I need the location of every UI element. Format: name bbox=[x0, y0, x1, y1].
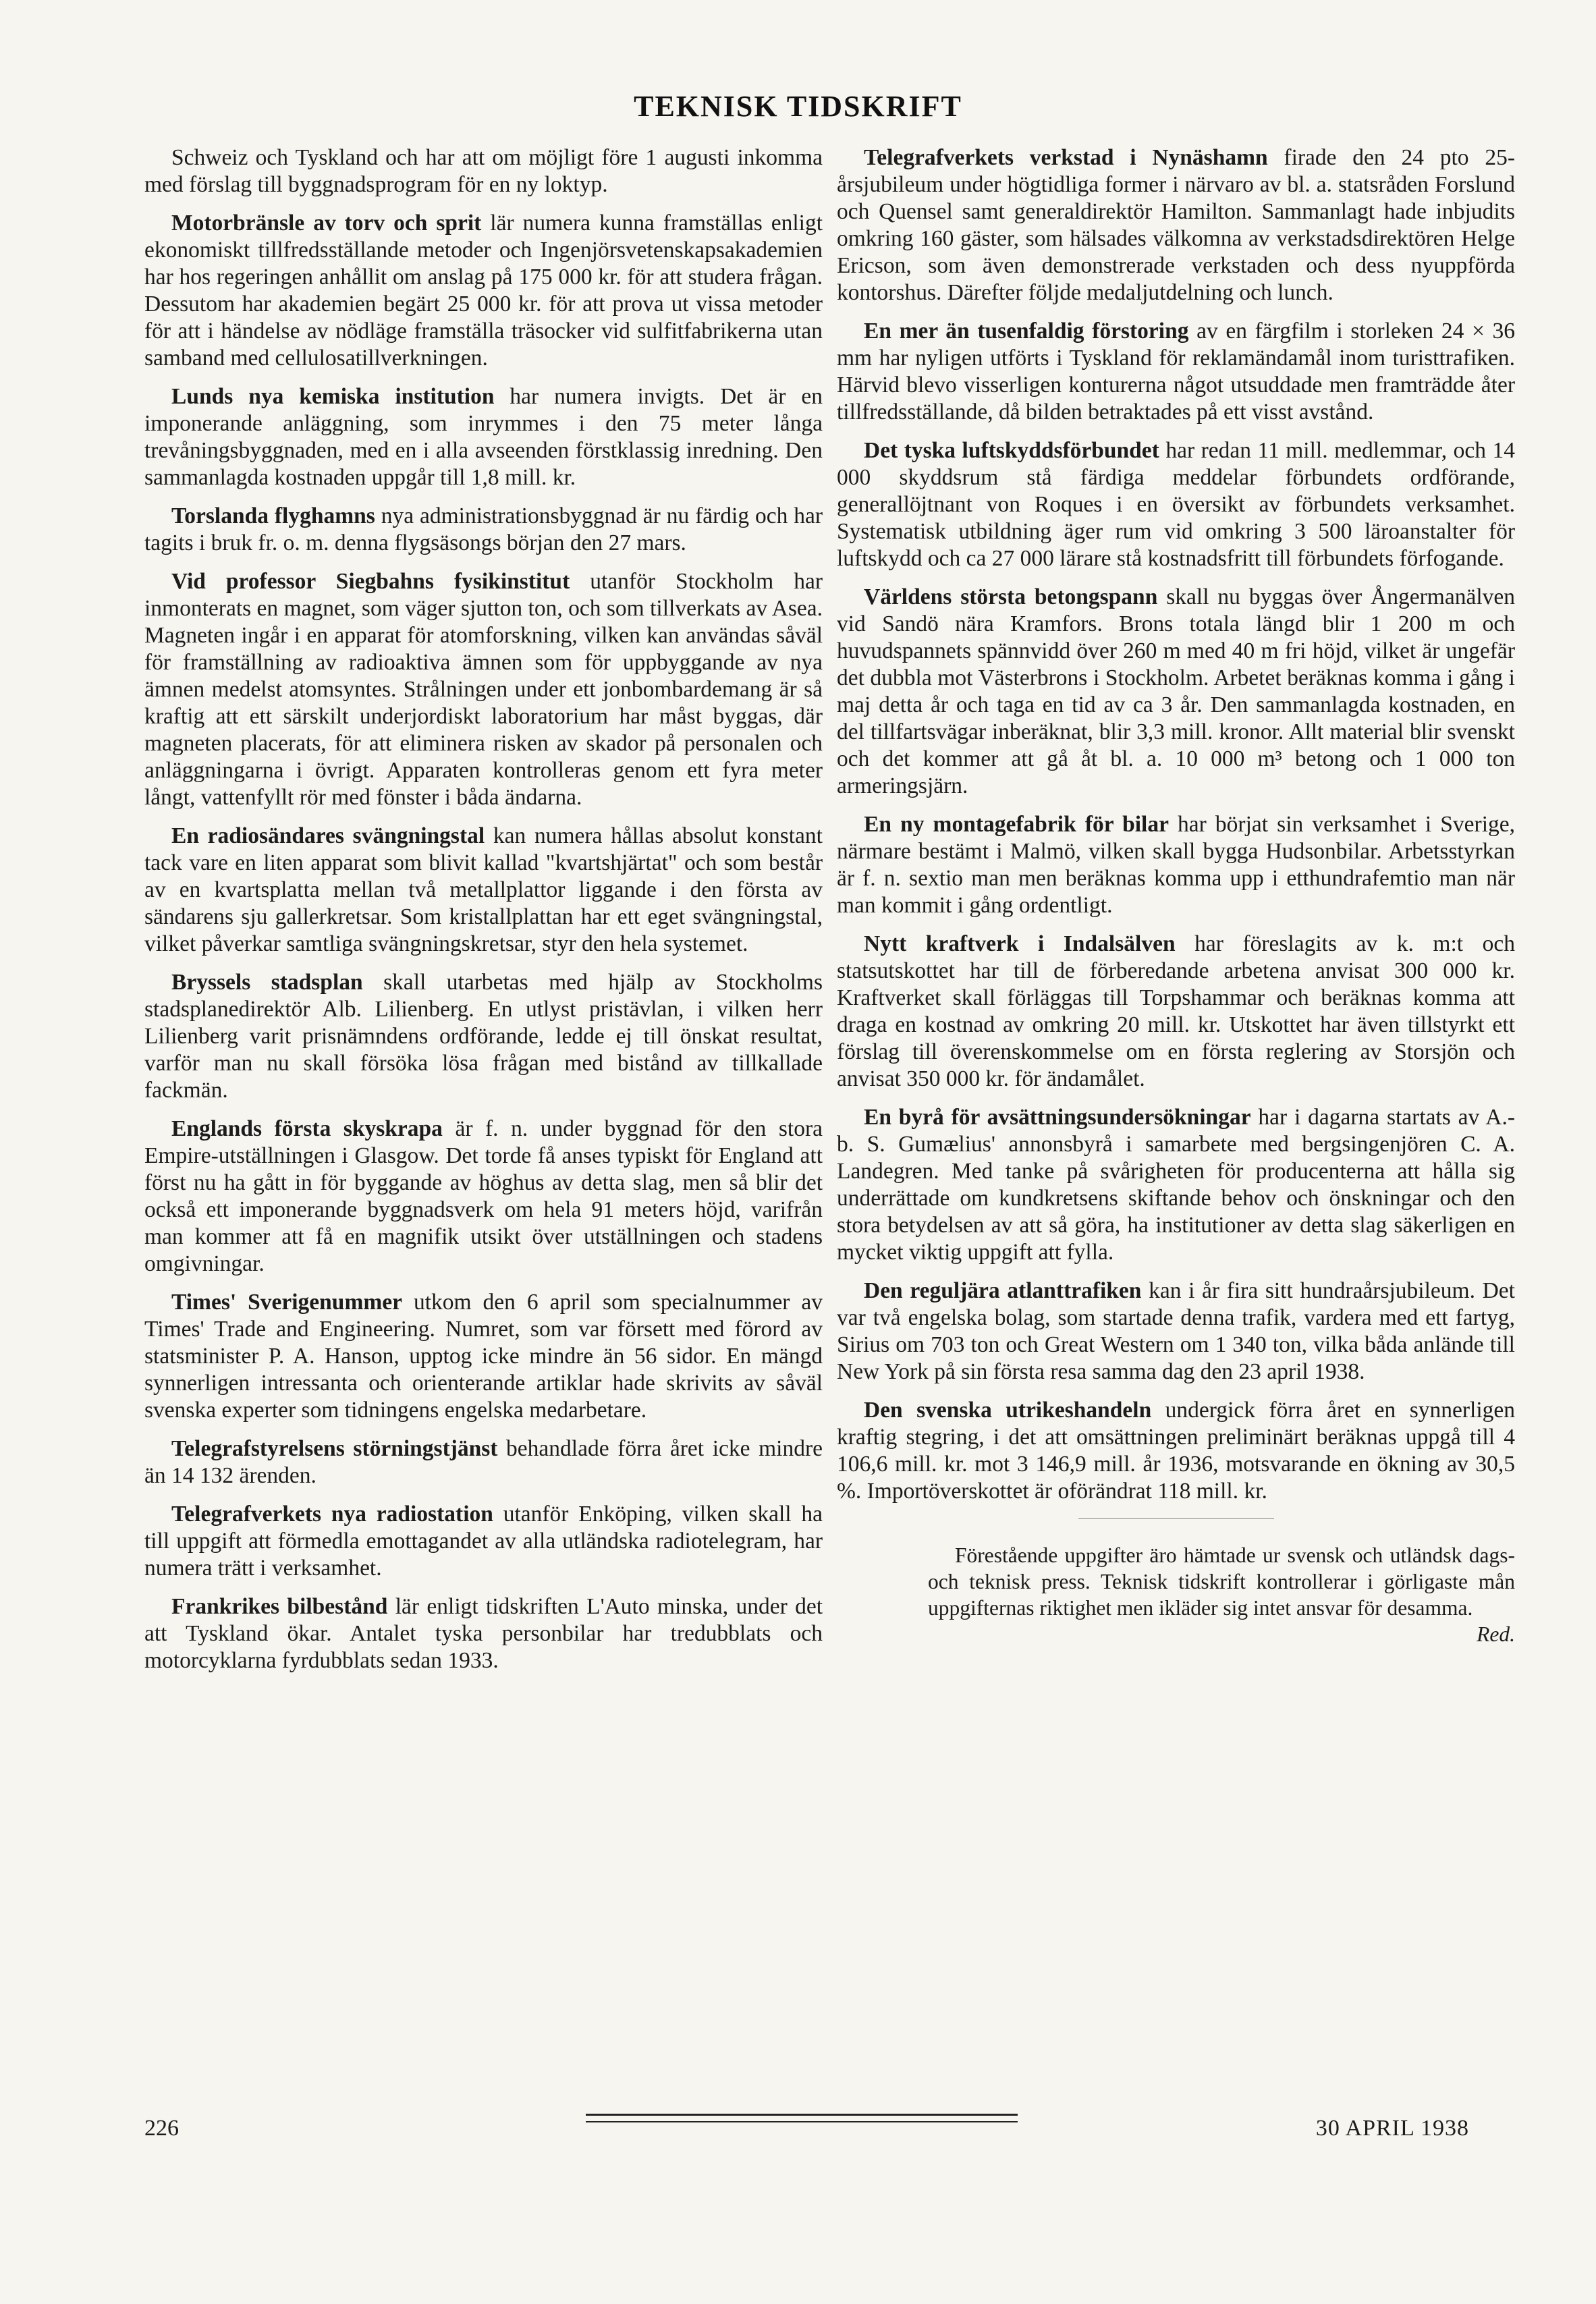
news-item: Vid professor Siegbahns fysikinstitut utanför Stockholm har inmonterats en magnet, som väger sjutton ton, och som tillverkats av Asea. Magneten ingår i en apparat för atomforskning, vilken kan användas såväl för framställning av radioaktiva ämnen som för uppbyggande av nya ämnen medelst atomsyntes. Strålningen under ett jonbombardemang är så kraftig att ett särskilt underjordiskt laboratorium har måst byggas, där magneten placerats, för att eliminera risken av skador på personalen och anläggningarna i övrigt. Apparaten kontrolleras genom ett fyra meter långt, vattenfyllt rör med fönster i båda ändarna. bbox=[144, 569, 823, 810]
news-item: Bryssels stadsplan skall utarbetas med hjälp av Stockholms stadsplanedirektör Alb. Lilienberg. En utlyst pristävlan, i vilken herr Lilienberg varit prisnämndens ordförande, ledde ej till önskat resultat, varför man nu skall försöka lösa frågan med bistånd av tillkallade fackmän. bbox=[144, 970, 823, 1103]
item-heading: Frankrikes bilbestånd bbox=[171, 1594, 388, 1619]
page-number: 226 bbox=[144, 2116, 179, 2141]
news-item: En radiosändares svängningstal kan numera hållas absolut konstant tack vare en liten apparat som blivit kallad "kvartshjärtat" och som består av en kvartsplatta mellan två metallplattor liggande i den första av sändarens sju gallerkretsar. Som kristallplattan har ett eget svängningstal, vilket påverkar samtliga svängningskretsar, styr den hela systemet. bbox=[144, 823, 823, 956]
item-heading: Det tyska luftskyddsförbundet bbox=[864, 438, 1159, 463]
item-heading: En mer än tusenfaldig förstoring bbox=[864, 319, 1189, 344]
editorial-note bbox=[837, 1542, 1515, 1646]
news-item: Lunds nya kemiska institution har numera invigts. Det är en imponerande anläggning, som inrymmes i den 75 meter långa trevåningsbyggnaden, med en i alla avseenden förstklassig inredning. Den sammanlagda kostnaden uppgår till 1,8 mill. kr. bbox=[144, 384, 823, 490]
note-text: Förestående uppgifter äro hämtade ur svensk och utländsk dags- och teknisk press. Teknisk tidskrift kontrollerar i görligaste mån uppgifternas riktighet men ikläder sig intet ansvar för desamma. bbox=[928, 1543, 1515, 1620]
news-item: Telegrafverkets nya radiostation utanför Enköping, vilken skall ha till uppgift att förmedla emottagandet av alla utländska radiotelegram, har numera trätt i verksamhet. bbox=[144, 1502, 823, 1581]
news-item: Telegrafverkets verkstad i Nynäshamn firade den 24 pto 25-årsjubileum under högtidliga former i närvaro av bl. a. statsråden Forslund och Quensel samt generaldirektör Hamilton. Sammanlagt hade inbjudits omkring 160 gäster, som hälsades välkomna av verkstadsdirektören Helge Ericson, som även demonstrerade verkstaden och dess nyuppförda kontorshus. Därefter följde medaljutdelning och lunch. bbox=[837, 145, 1515, 305]
news-item: Telegrafstyrelsens störningstjänst behandlade förra året icke mindre än 14 132 ärenden. bbox=[144, 1436, 823, 1488]
item-heading: Telegrafverkets nya radiostation bbox=[171, 1502, 493, 1527]
news-item: Englands första skyskrapa är f. n. under byggnad för den stora Empire-utställningen i Glasgow. Det torde få anses typiskt för England att först nu ha gått in för byggande av höghus av detta slag, men så blir det också ett imponerande byggnadsverk om hela 91 meters höjd, varifrån man kommer att få en magnifik utsikt över utställningen och stadens omgivningar. bbox=[144, 1116, 823, 1276]
item-heading: Telegrafverkets verkstad i Nynäshamn bbox=[864, 145, 1268, 170]
item-heading: Bryssels stadsplan bbox=[171, 970, 363, 995]
news-item: Motorbränsle av torv och sprit lär numera kunna framställas enligt ekonomiskt tillfredsställande metoder och Ingenjörsvetenskapsakademien har hos regeringen anhållit om anslag på 175 000 kr. för att studera frågan. Dessutom har akademien begärt 25 000 kr. för att prova ut vissa metoder för att i händelse av nödläge framställa träsocker vid sulfitfabrikerna utan samband med cellulosatillverkningen. bbox=[144, 211, 823, 371]
footer-rule bbox=[586, 2114, 1018, 2122]
item-heading: En ny montagefabrik för bilar bbox=[864, 812, 1169, 837]
item-heading: Motorbränsle av torv och sprit bbox=[171, 211, 482, 236]
news-item: Den svenska utrikeshandeln undergick förra året en synnerligen kraftig stegring, i det att omsättningen preliminärt beräknas uppgå till 4 106,6 mill. kr. mot 3 146,9 mill. år 1936, motsvarande en ökning av 30,5 %. Importöverskottet är oförändrat 118 mill. kr. bbox=[837, 1398, 1515, 1504]
news-item: Det tyska luftskyddsförbundet har redan 11 mill. medlemmar, och 14 000 skyddsrum stå färdiga meddelar förbundets ordförande, generallöjtnant von Roques i en översikt av förbundets verksamhet. Systematisk utbildning äger rum vid omkring 3 500 läroanstalter för luftskydd och ca 27 000 lärare stå kostnadsfritt till förbundets förfogande. bbox=[837, 438, 1515, 571]
item-heading: Englands första skyskrapa bbox=[171, 1116, 443, 1141]
news-item: En ny montagefabrik för bilar har börjat sin verksamhet i Sverige, närmare bestämt i Malmö, vilken skall bygga Hudsonbilar. Arbetsstyrkan är f. n. sextio man men beräknas komma upp i etthundrafemtio man när man kommit i gång ordentligt. bbox=[837, 812, 1515, 918]
news-item: Världens största betongspann skall nu byggas över Ångermanälven vid Sandö nära Kramfors. Brons totala längd blir 1 200 m och huvudspannets spännvidd över 260 m med 40 m fri höjd, vilket är ungefär det dubbla mot Västerbrons i Stockholm. Arbetet beräknas komma i gång i maj detta år och taga en tid av ca 3 år. Den sammanlagda kostnaden, en del tillfartsvägar inberäknat, blir 3,3 mill. kronor. Allt material blir svenskt och det kommer att gå åt bl. a. 10 000 m³ betong och 1 000 ton armeringsjärn. bbox=[837, 584, 1515, 798]
item-heading: En byrå för avsättningsundersökningar bbox=[864, 1105, 1251, 1130]
news-item: En mer än tusenfaldig förstoring av en färgfilm i storleken 24 × 36 mm har nyligen utförts i Tyskland för reklamändamål inom turisttrafiken. Härvid blevo visserligen konturerna något utsuddade men framträdde åter tillfredsställande, då bilden betraktades på ett visst avstånd. bbox=[837, 319, 1515, 424]
news-item: Times' Sverigenummer utkom den 6 april som specialnummer av Times' Trade and Engineering. Numret, som var försett med förord av statsminister P. A. Hanson, upptog icke mindre än 56 sidor. En mängd synnerligen intressanta och orienterande artiklar hade skrivits av såväl svenska experter som tidningens engelska medarbetare. bbox=[144, 1290, 823, 1423]
item-heading: Lunds nya kemiska institution bbox=[171, 384, 495, 409]
news-item: Schweiz och Tyskland och har att om möjligt före 1 augusti inkomma med förslag till byggnadsprogram för en ny loktyp. bbox=[144, 145, 823, 197]
item-heading: En radiosändares svängningstal bbox=[171, 823, 485, 848]
news-item: En byrå för avsättningsundersökningar har i dagarna startats av A.-b. S. Gumælius' annonsbyrå i samarbete med bergsingenjören C. A. Landegren. Med tanke på svårigheten för producenterna att hålla sig underrättade om kundkretsens skiftande behov och önskningar och den stora betydelsen av att så göra, ha institutioner av detta slag säkerligen en mycket viktig uppgift att fylla. bbox=[837, 1105, 1515, 1265]
issue-date: 30 APRIL 1938 bbox=[1315, 2116, 1469, 2141]
item-heading: Telegrafstyrelsens störningstjänst bbox=[171, 1436, 498, 1461]
item-heading: Times' Sverigenummer bbox=[171, 1290, 402, 1315]
left-column bbox=[144, 144, 823, 1686]
divider bbox=[1078, 1518, 1274, 1519]
news-item: Den reguljära atlanttrafiken kan i år fira sitt hundraårsjubileum. Det var två engelska bolag, som startade denna trafik, vardera med ett fartyg, Sirius om 703 ton och Great Western om 1 340 ton, vilka båda anlände till New York på sin första resa samma dag den 23 april 1938. bbox=[837, 1278, 1515, 1384]
news-item: Nytt kraftverk i Indalsälven har föreslagits av k. m:t och statsutskottet har till de förberedande arbetena anvisat 300 000 kr. Kraftverket skall förläggas till Torpshammar och beräknas komma att draga en kostnad av omkring 20 mill. kr. Utskottet har även tillstyrkt ett förslag till överenskommelse om en första reglering av Storsjön och anvisat 350 000 kr. för ändamålet. bbox=[837, 931, 1515, 1091]
item-heading: Den reguljära atlanttrafiken bbox=[864, 1278, 1142, 1303]
item-heading: Torslanda flyghamns bbox=[171, 503, 375, 528]
journal-title: TEKNISK TIDSKRIFT bbox=[634, 90, 962, 123]
right-column bbox=[837, 144, 1515, 1647]
item-heading: Den svenska utrikeshandeln bbox=[864, 1398, 1152, 1423]
item-heading: Nytt kraftverk i Indalsälven bbox=[864, 931, 1176, 956]
item-heading: Vid professor Siegbahns fysikinstitut bbox=[171, 569, 570, 594]
item-heading: Världens största betongspann bbox=[864, 584, 1158, 609]
note-signature: Red. bbox=[1477, 1622, 1515, 1646]
news-item: Frankrikes bilbestånd lär enligt tidskriften L'Auto minska, under det att Tyskland ökar. Antalet tyska personbilar har tredubblats och motorcyklarna fyrdubblats sedan 1933. bbox=[144, 1594, 823, 1673]
news-item: Torslanda flyghamns nya administrationsbyggnad är nu färdig och har tagits i bruk fr. o. m. denna flygsäsongs början den 27 mars. bbox=[144, 503, 823, 555]
